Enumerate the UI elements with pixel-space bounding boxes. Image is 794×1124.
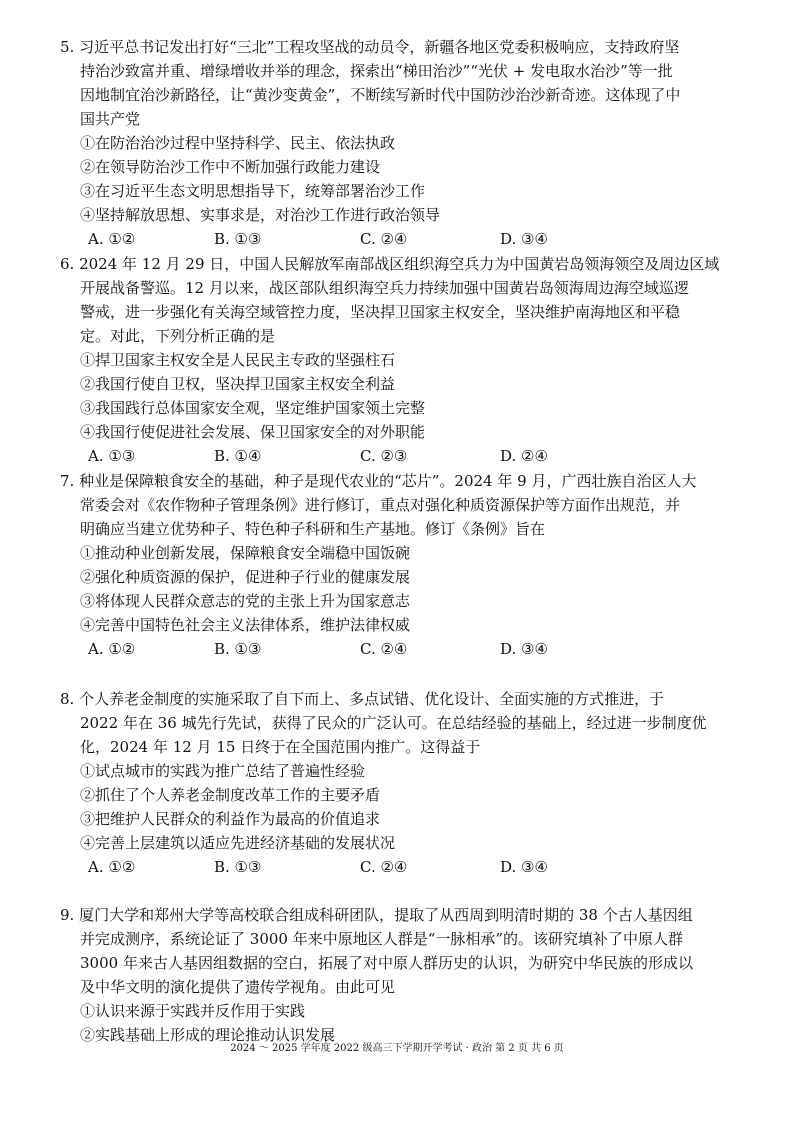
choice-c: C. ②③ — [360, 447, 408, 465]
question-text-line: 常委会对《农作物种子管理条例》进行修订，重点对强化种质资源保护等方面作出规范，并 — [80, 496, 681, 514]
statement-option: ①试点城市的实践为推广总结了普遍性经验 — [80, 762, 366, 780]
question-text-line: 化，2024 年 12 月 15 日终于在全国范围内推广。这得益于 — [80, 738, 481, 756]
question-text-line: 开展战备警巡。12 月以来，战区部队组织海空兵力持续加强中国黄岩岛领海周边海空域巡逻 — [80, 279, 689, 297]
choice-a: A. ①② — [88, 640, 136, 658]
page-footer: 2024 ～ 2025 学年度 2022 级高三下学期开学考试 · 政治 第 2 页 共 6 页 — [230, 1043, 564, 1054]
choice-a: A. ①② — [88, 230, 136, 248]
choice-a: A. ①③ — [88, 447, 136, 465]
statement-option: ①推动种业创新发展，保障粮食安全端稳中国饭碗 — [80, 544, 411, 562]
answer-choices — [88, 638, 728, 660]
statement-option: ④我国行使促进社会发展、保卫国家安全的对外职能 — [80, 423, 426, 441]
statement-option: ③把维护人民群众的利益作为最高的价值追求 — [80, 810, 381, 828]
question-7 — [60, 470, 740, 686]
question-text-line: 因地制宜治沙新路径，让“黄沙变黄金”，不断续写新时代中国防沙治沙新奇迹。这体现了中 — [80, 86, 681, 104]
question-6 — [60, 253, 740, 493]
statement-option: ③在习近平生态文明思想指导下，统筹部署治沙工作 — [80, 182, 426, 200]
question-text-line: 持治沙致富并重、增绿增收并举的理念，探索出“梯田治沙”“光伏 + 发电取水治沙”等一批 — [80, 62, 673, 80]
choice-c: C. ②④ — [360, 230, 408, 248]
statement-option: ④完善中国特色社会主义法律体系，维护法律权威 — [80, 616, 411, 634]
statement-option: ③将体现人民群众意志的党的主张上升为国家意志 — [80, 592, 411, 610]
statement-option: ①在防治治沙过程中坚持科学、民主、依法执政 — [80, 134, 396, 152]
choice-c: C. ②④ — [360, 640, 408, 658]
answer-choices — [88, 856, 728, 878]
question-text-line: 7. 种业是保障粮食安全的基础，种子是现代农业的“芯片”。2024 年 9 月，广西壮族自治区人大 — [60, 472, 697, 490]
question-9 — [60, 904, 740, 1054]
choice-a: A. ①② — [88, 858, 136, 876]
choice-d: D. ③④ — [500, 640, 548, 658]
choice-d: D. ③④ — [500, 230, 548, 248]
question-text-line: 警戒，进一步强化有关海空域管控力度，坚决捍卫国家主权安全，坚决维护南海地区和平稳 — [80, 303, 681, 321]
question-text-line: 6. 2024 年 12 月 29 日，中国人民解放军南部战区组织海空兵力为中国黄岩岛领海领空及周边区域 — [60, 255, 720, 273]
statement-option: ②强化种质资源的保护，促进种子行业的健康发展 — [80, 568, 411, 586]
choice-c: C. ②④ — [360, 858, 408, 876]
question-text-line: 国共产党 — [80, 110, 141, 128]
statement-option: ②在领导防治沙工作中不断加强行政能力建设 — [80, 158, 381, 176]
choice-d: D. ③④ — [500, 858, 548, 876]
choice-b: B. ①③ — [214, 230, 262, 248]
question-text-line: 3000 年来古人基因组数据的空白，拓展了对中原人群历史的认识，为研究中华民族的形成以 — [80, 954, 693, 972]
statement-option: ③我国践行总体国家安全观，坚定维护国家领土完整 — [80, 399, 426, 417]
question-5 — [60, 36, 740, 276]
choice-d: D. ②④ — [500, 447, 548, 465]
question-text-line: 9. 厦门大学和郑州大学等高校联合组成科研团队，提取了从西周到明清时期的 38 个古人基因组 — [60, 906, 693, 924]
answer-choices — [88, 228, 728, 250]
question-text-line: 及中华文明的演化提供了遗传学视角。由此可见 — [80, 978, 396, 996]
question-text-line: 8. 个人养老金制度的实施采取了自下而上、多点试错、优化设计、全面实施的方式推进，于 — [60, 690, 665, 708]
answer-choices — [88, 445, 728, 467]
statement-option: ②实践基础上形成的理论推动认识发展 — [80, 1026, 336, 1044]
question-8 — [60, 688, 740, 904]
question-text-line: 5. 习近平总书记发出打好“三北”工程攻坚战的动员令，新疆各地区党委积极响应，支持政府坚 — [60, 38, 680, 56]
statement-option: ①认识来源于实践并反作用于实践 — [80, 1002, 306, 1020]
question-text-line: 2022 年在 36 城先行先试，获得了民众的广泛认可。在总结经验的基础上，经过进一步制度优 — [80, 714, 707, 732]
question-text-line: 明确应当建立优势种子、特色种子科研和生产基地。修订《条例》旨在 — [80, 520, 546, 538]
choice-b: B. ①③ — [214, 858, 262, 876]
choice-b: B. ①③ — [214, 640, 262, 658]
question-text-line: 并完成测序，系统论证了 3000 年来中原地区人群是“一脉相承”的。该研究填补了中原人群 — [80, 930, 684, 948]
statement-option: ②我国行使自卫权，坚决捍卫国家主权安全利益 — [80, 375, 396, 393]
question-text-line: 定。对此，下列分析正确的是 — [80, 327, 276, 345]
statement-option: ④完善上层建筑以适应先进经济基础的发展状况 — [80, 834, 396, 852]
statement-option: ④坚持解放思想、实事求是，对治沙工作进行政治领导 — [80, 206, 441, 224]
statement-option: ①捍卫国家主权安全是人民民主专政的坚强柱石 — [80, 351, 396, 369]
statement-option: ②抓住了个人养老金制度改革工作的主要矛盾 — [80, 786, 381, 804]
choice-b: B. ①④ — [214, 447, 262, 465]
